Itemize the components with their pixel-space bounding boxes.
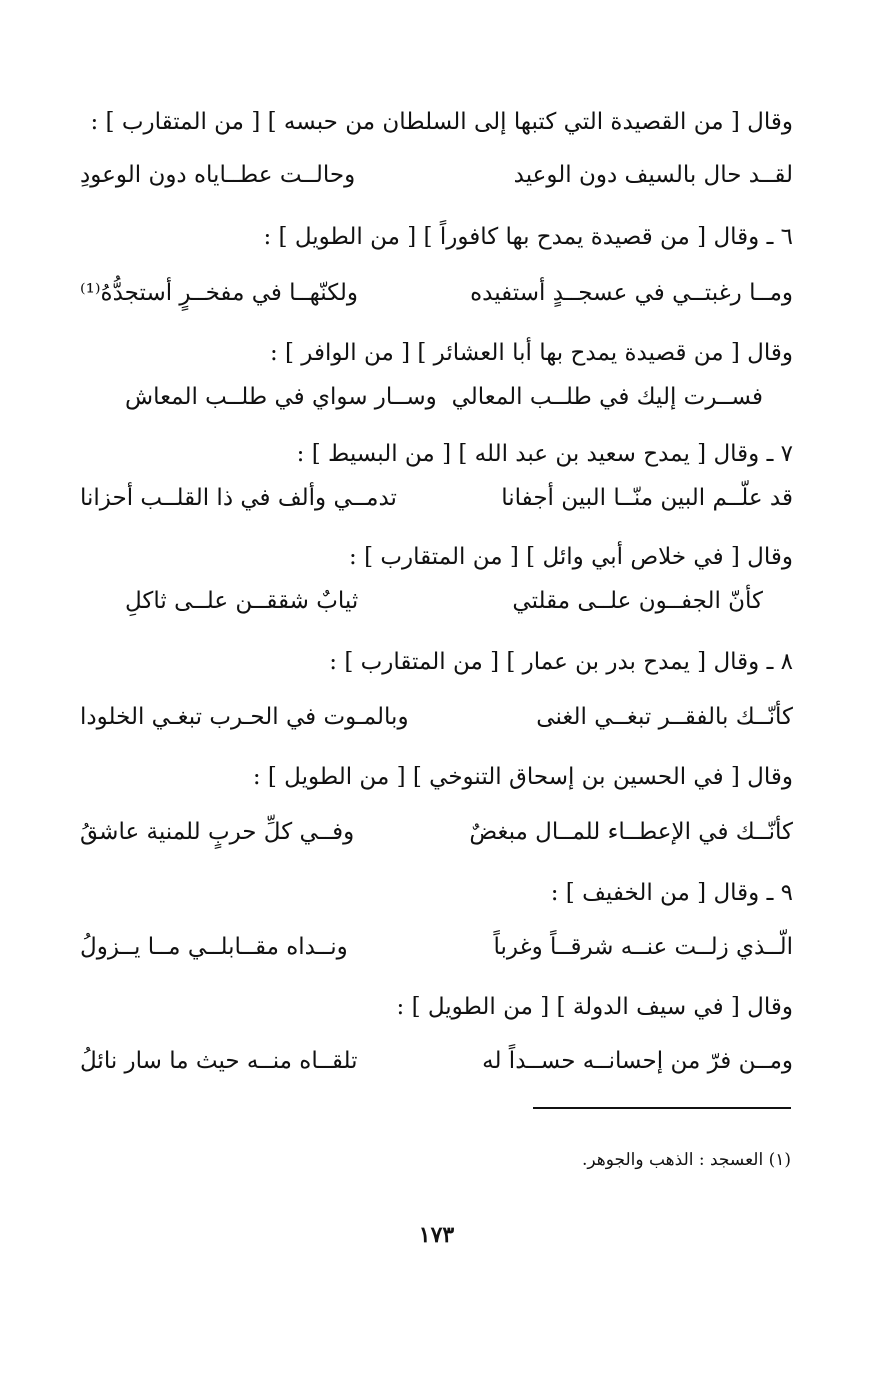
verse-7-second-hemistich: وفــي كلِّ حربٍ للمنية عاشقُ — [80, 819, 355, 845]
verse-5-second-hemistich: ثيابٌ شققــن علــى ثاكلِ — [125, 588, 359, 614]
verse-3 — [125, 380, 763, 414]
poem-heading-8: ٩ ـ وقال [ من الخفيف ] : — [550, 880, 793, 906]
footnote: (١) العسجد : الذهب والجوهر. — [581, 1150, 791, 1170]
poem-heading-2: ٦ ـ وقال [ من قصيدة يمدح بها كافوراً ] [ من الطويل ] : — [263, 224, 793, 250]
verse-5 — [125, 584, 763, 618]
verse-2-second-hemistich: ولكنّهــا في مفخــرٍ أستجدُّهُ⁽¹⁾ — [80, 280, 359, 306]
verse-1-second-hemistich: وحالــت عطــاياه دون الوعودِ — [80, 162, 356, 188]
verse-6-second-hemistich: وبالمـوت في الحـرب تبغـي الخلودا — [80, 704, 409, 730]
verse-6 — [80, 700, 793, 734]
verse-2-first-hemistich: ومــا رغبتــي في عسجــدٍ أستفيده — [470, 280, 793, 306]
verse-3-first-hemistich: فســرت إليك في طلــب المعالي — [451, 384, 763, 410]
poem-heading-1: وقال [ من القصيدة التي كتبها إلى السلطان من حبسه ] [ من المتقارب ] : — [90, 109, 793, 135]
verse-1-first-hemistich: لقــد حال بالسيف دون الوعيد — [513, 162, 793, 188]
verse-8-first-hemistich: الّــذي زلــت عنــه شرقــاً وغرباً — [493, 934, 793, 960]
verse-4-second-hemistich: تدمــي وألف في ذا القلــب أحزانا — [80, 485, 397, 511]
verse-8 — [80, 930, 793, 964]
verse-2 — [80, 276, 793, 310]
verse-1 — [80, 158, 793, 192]
verse-7-first-hemistich: كأنّــك في الإعطــاء للمــال مبغضٌ — [469, 819, 793, 845]
poem-heading-4: ٧ ـ وقال [ يمدح سعيد بن عبد الله ] [ من البسيط ] : — [296, 441, 793, 467]
page-number: ١٧٣ — [418, 1222, 455, 1248]
verse-9 — [80, 1044, 793, 1078]
poem-heading-6: ٨ ـ وقال [ يمدح بدر بن عمار ] [ من المتقارب ] : — [329, 649, 793, 675]
poem-heading-7: وقال [ في الحسين بن إسحاق التنوخي ] [ من الطويل ] : — [252, 764, 793, 790]
verse-5-first-hemistich: كأنّ الجفــون علــى مقلتي — [512, 588, 763, 614]
verse-9-first-hemistich: ومــن فرّ من إحسانــه حســداً له — [482, 1048, 793, 1074]
verse-4 — [80, 481, 793, 515]
verse-9-second-hemistich: تلقــاه منــه حيث ما سار نائلُ — [80, 1048, 358, 1074]
verse-3-second-hemistich: وســار سواي في طلــب المعاش — [125, 384, 437, 410]
verse-6-first-hemistich: كأنّــك بالفقــر تبغــي الغنى — [536, 704, 793, 730]
poem-heading-5: وقال [ في خلاص أبي وائل ] [ من المتقارب ] : — [349, 544, 793, 570]
footnote-separator — [533, 1107, 791, 1109]
verse-8-second-hemistich: ونــداه مقــابلــي مــا يــزولُ — [80, 934, 348, 960]
verse-4-first-hemistich: قد علّــم البين منّــا البين أجفانا — [501, 485, 793, 511]
verse-7 — [80, 815, 793, 849]
poem-heading-9: وقال [ في سيف الدولة ] [ من الطويل ] : — [396, 994, 793, 1020]
poem-heading-3: وقال [ من قصيدة يمدح بها أبا العشائر ] [ من الوافر ] : — [269, 340, 793, 366]
